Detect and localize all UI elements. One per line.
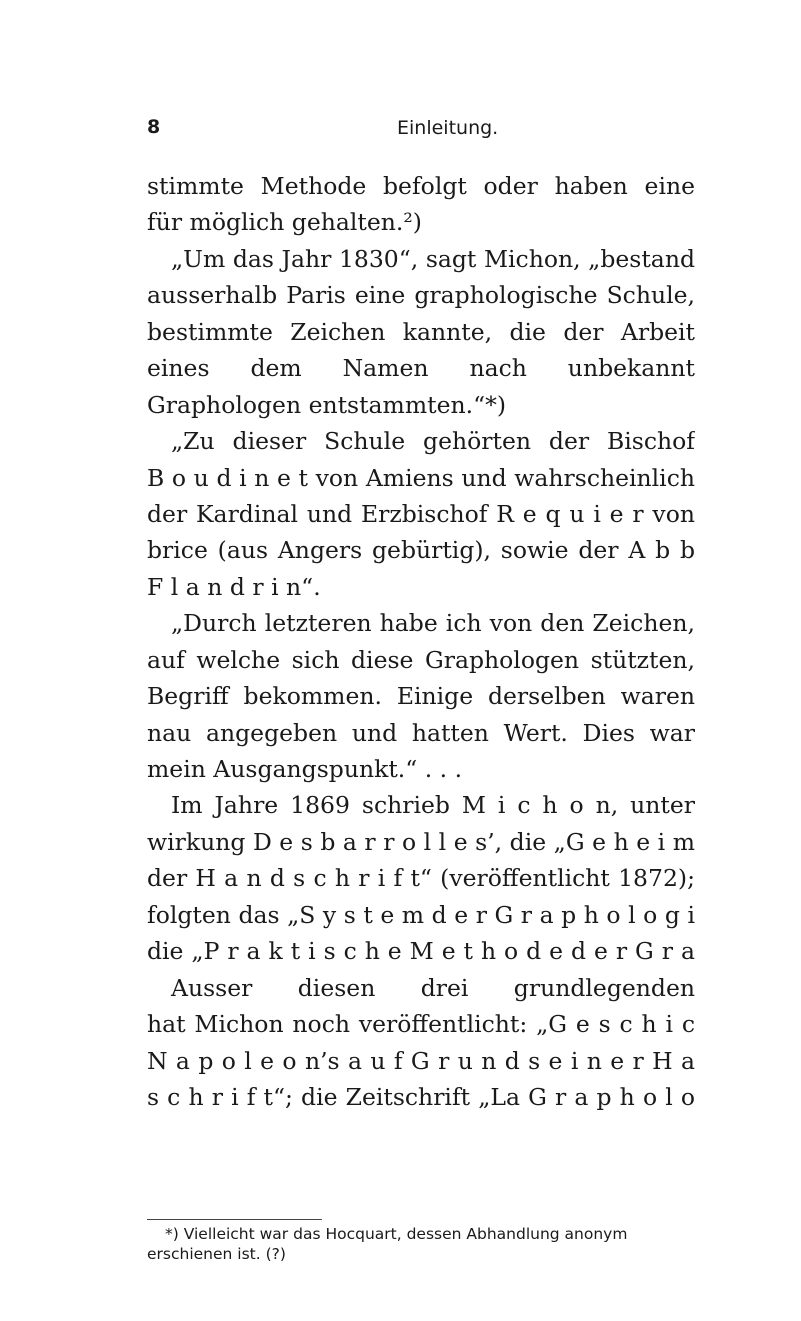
body-text — [147, 168, 695, 1115]
text-line: der Kardinal und Erzbischof R e q u i e r von — [147, 499, 695, 528]
text-line: wirkung D e s b a r r o l l e s’, die „G e h e i m — [147, 827, 695, 856]
text-line: F l a n d r i n“. — [147, 572, 321, 601]
text-line: bestimmte Zeichen kannte, die der Arbeit — [147, 317, 695, 346]
text-line: Ausser diesen drei grundlegenden — [171, 973, 695, 1002]
text-line: Begriff bekommen. Einige derselben waren — [147, 682, 695, 711]
footnote-line: erschienen ist. (?) — [147, 1245, 286, 1263]
page-header — [147, 116, 687, 150]
footnote-divider — [147, 1219, 322, 1220]
text-line: B o u d i n e t von Amiens und wahrscheinlich — [147, 463, 695, 492]
text-line: auf welche sich diese Graphologen stützten, — [147, 645, 695, 674]
footnotes — [147, 1224, 695, 1264]
text-line: Graphologen entstammten.“*) — [147, 390, 507, 419]
text-line: „Zu dieser Schule gehörten der Bischof — [171, 427, 695, 456]
text-line: „Um das Jahr 1830“, sagt Michon, „bestand — [171, 244, 695, 273]
text-line: brice (aus Angers gebürtig), sowie der A b b — [147, 536, 695, 565]
text-line: folgten das „S y s t e m d e r G r a p h o l o g i — [147, 900, 695, 929]
text-line: die „P r a k t i s c h e M e t h o d e d e r G r a — [147, 937, 695, 966]
text-line: für möglich gehalten.²) — [147, 208, 422, 237]
text-line: ausserhalb Paris eine graphologische Schule, — [147, 281, 695, 310]
text-line: hat Michon noch veröffentlicht: „G e s c h i c — [147, 1010, 695, 1039]
text-line: „Durch letzteren habe ich von den Zeichen, — [171, 609, 695, 638]
text-line: stimmte Methode befolgt oder haben eine — [147, 172, 695, 200]
running-title: Einleitung. — [397, 117, 499, 139]
text-line: mein Ausgangspunkt.“ . . . — [147, 755, 463, 783]
text-line: nau angegeben und hatten Wert. Dies war — [147, 718, 695, 747]
page-number: 8 — [147, 116, 161, 138]
text-line: Im Jahre 1869 schrieb M i c h o n, unter — [171, 791, 695, 820]
text-line: s c h r i f t“; die Zeitschrift „La G r a p h o l o — [147, 1082, 695, 1111]
text-line: N a p o l e o n’s a u f G r u n d s e i n e r H a — [147, 1046, 695, 1075]
text-line: der H a n d s c h r i f t“ (veröffentlicht 1872); — [147, 864, 695, 893]
footnote-line: *) Vielleicht war das Hocquart, dessen Abhandlung anonym — [165, 1225, 628, 1243]
text-line: eines dem Namen nach unbekannt — [147, 354, 695, 383]
